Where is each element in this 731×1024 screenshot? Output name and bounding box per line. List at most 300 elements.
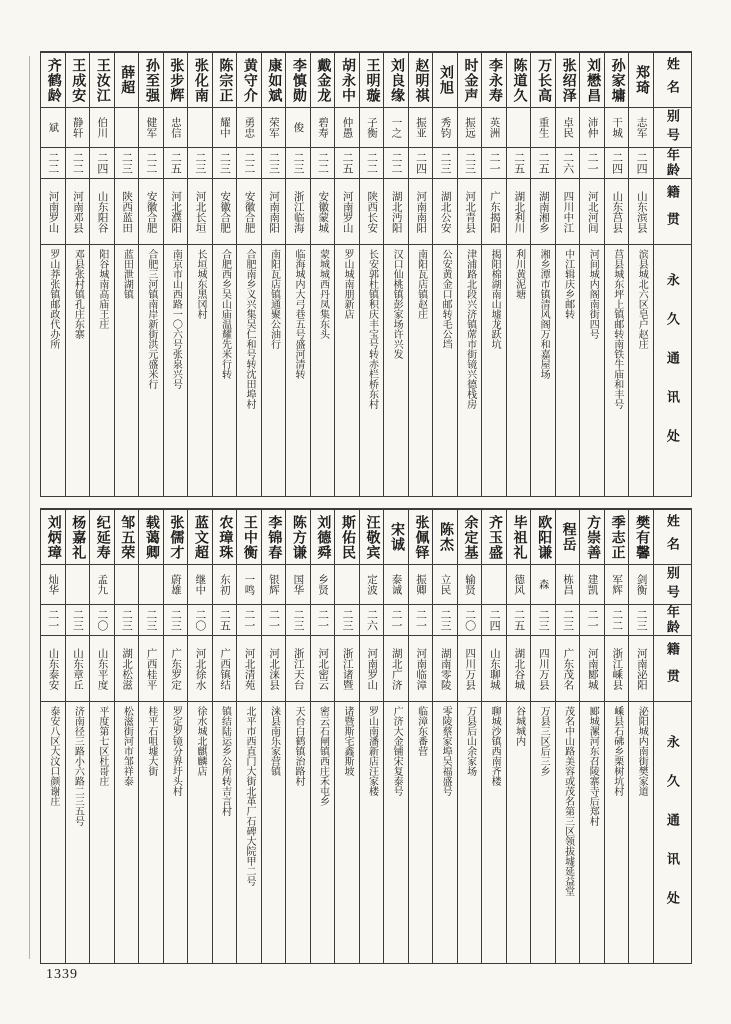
- address-cell: [482, 701, 506, 963]
- address-cell: [654, 701, 691, 963]
- address-text: 公安黄金口邮转毛公垱: [440, 249, 452, 349]
- name-text: 张佩铎: [413, 514, 429, 560]
- address-cell: [286, 244, 310, 496]
- alias-text: 东初: [218, 574, 230, 595]
- alias-text: 沛仲: [586, 117, 598, 138]
- age-cell: [605, 604, 629, 635]
- native-cell: [237, 635, 261, 701]
- native-cell: [164, 635, 188, 701]
- age-cell: [531, 147, 555, 178]
- name-cell: [311, 53, 335, 107]
- native-cell: [115, 635, 139, 701]
- age-cell: [360, 147, 384, 178]
- address-text: 济南径三路小六路二三五号: [72, 706, 84, 826]
- age-cell: [115, 604, 139, 635]
- address-cell: [482, 244, 506, 496]
- person-column: [261, 53, 286, 496]
- native-text: 安徽合肥: [219, 190, 231, 233]
- alias-text: 别号: [664, 108, 680, 147]
- age-text: 二三: [561, 609, 574, 631]
- alias-text: 栋昌: [562, 574, 574, 595]
- name-text: 李慎勋: [290, 57, 306, 103]
- name-text: 薛超: [119, 65, 135, 95]
- name-cell: [262, 53, 286, 107]
- address-cell: [458, 244, 482, 496]
- age-text: 二三: [537, 609, 550, 631]
- address-cell: [507, 701, 531, 963]
- native-text: 籍贯: [664, 641, 680, 696]
- name-cell: [482, 510, 506, 564]
- age-text: 二三: [120, 609, 133, 631]
- age-cell: [654, 147, 691, 178]
- native-text: 河北河间: [586, 190, 598, 233]
- native-cell: [409, 635, 433, 701]
- alias-text: 勇忠: [243, 117, 255, 138]
- address-cell: [115, 701, 139, 963]
- address-text: 密云石闸镇西庄禾屯乡: [317, 706, 329, 806]
- native-cell: [507, 178, 531, 244]
- age-text: 二三: [463, 152, 476, 174]
- alias-cell: [66, 564, 90, 604]
- age-text: 二五: [512, 152, 525, 174]
- age-cell: [262, 147, 286, 178]
- name-text: 胡永中: [339, 57, 355, 103]
- native-cell: [531, 635, 555, 701]
- age-cell: [482, 604, 506, 635]
- name-cell: [360, 53, 384, 107]
- name-cell: [41, 53, 65, 107]
- native-text: 浙江嵊县: [611, 647, 623, 690]
- address-text: 聊城沙镇西南齐楼: [489, 706, 501, 786]
- alias-cell: [139, 564, 163, 604]
- age-text: 二六: [561, 152, 574, 174]
- name-cell: [262, 510, 286, 564]
- name-text: 王明璇: [364, 57, 380, 103]
- native-cell: [507, 635, 531, 701]
- name-cell: [66, 53, 90, 107]
- name-cell: [188, 53, 212, 107]
- name-cell: [409, 510, 433, 564]
- age-cell: [335, 147, 359, 178]
- native-cell: [139, 178, 163, 244]
- address-text: 北平市西直门大街北革厂石碑大院甲二号: [243, 706, 255, 886]
- age-cell: [409, 604, 433, 635]
- native-cell: [605, 635, 629, 701]
- name-cell: [66, 510, 90, 564]
- address-cell: [507, 244, 531, 496]
- alias-cell: [164, 564, 188, 604]
- alias-cell: [41, 107, 65, 147]
- name-cell: [286, 510, 310, 564]
- native-cell: [409, 178, 433, 244]
- address-text: 利川黄泥塘: [513, 249, 525, 299]
- age-cell: [41, 604, 65, 635]
- alias-cell: [66, 107, 90, 147]
- person-column: [408, 53, 433, 496]
- name-cell: [286, 53, 310, 107]
- native-text: 安徽蒙城: [317, 190, 329, 233]
- person-column: [285, 53, 310, 496]
- age-cell: [335, 604, 359, 635]
- native-cell: [286, 635, 310, 701]
- native-text: 河北长垣: [194, 190, 206, 233]
- name-text: 刘良缘: [388, 57, 404, 103]
- age-cell: [507, 604, 531, 635]
- alias-cell: [654, 564, 691, 604]
- native-cell: [629, 178, 653, 244]
- person-column: [310, 510, 335, 963]
- address-cell: [262, 701, 286, 963]
- address-text: 桂平石咀墟大街: [145, 706, 157, 776]
- age-cell: [262, 604, 286, 635]
- age-text: 二五: [169, 152, 182, 174]
- native-text: 广东罗定: [170, 647, 182, 690]
- native-cell: [90, 635, 114, 701]
- address-cell: [139, 244, 163, 496]
- native-text: 河北濮阳: [170, 190, 182, 233]
- name-cell: [41, 510, 65, 564]
- age-text: 二一: [316, 609, 329, 631]
- alias-text: 干城: [611, 117, 623, 138]
- page-number: 1339: [46, 967, 78, 982]
- name-text: 姓名: [664, 514, 680, 560]
- age-text: 二一: [46, 609, 59, 631]
- alias-text: 静轩: [71, 117, 83, 138]
- address-cell: [188, 701, 212, 963]
- native-text: 河南临漳: [415, 647, 427, 690]
- alias-text: 振远: [464, 117, 476, 138]
- age-text: 二三: [120, 152, 133, 174]
- person-column: [236, 53, 261, 496]
- alias-text: 健军: [145, 117, 157, 138]
- name-cell: [188, 510, 212, 564]
- name-cell: [629, 510, 653, 564]
- native-text: 山东莒县: [611, 190, 623, 233]
- alias-cell: [360, 564, 384, 604]
- alias-cell: [629, 564, 653, 604]
- name-text: 陈道久: [511, 57, 527, 103]
- address-text: 临漳东番营: [415, 706, 427, 756]
- name-text: 杨嘉礼: [70, 514, 86, 560]
- alias-cell: [262, 564, 286, 604]
- alias-text: 子衡: [365, 117, 377, 138]
- address-cell: [605, 244, 629, 496]
- native-text: 陕西长安: [366, 190, 378, 233]
- address-cell: [213, 701, 237, 963]
- person-column: [383, 510, 408, 963]
- alias-text: 重生: [537, 117, 549, 138]
- name-cell: [115, 510, 139, 564]
- native-cell: [384, 635, 408, 701]
- name-text: 农璋珠: [217, 514, 233, 560]
- age-text: 二〇: [463, 609, 476, 631]
- person-column: [432, 53, 457, 496]
- name-text: 樊有馨: [634, 514, 650, 560]
- person-column: [530, 510, 555, 963]
- person-column: [212, 510, 237, 963]
- age-text: 二〇: [193, 609, 206, 631]
- age-text: 二四: [635, 152, 648, 174]
- age-cell: [286, 147, 310, 178]
- age-text: 二三: [291, 152, 304, 174]
- person-column: [285, 510, 310, 963]
- address-cell: [311, 244, 335, 496]
- name-text: 姓名: [664, 57, 680, 103]
- person-column: [138, 510, 163, 963]
- alias-cell: [629, 107, 653, 147]
- name-cell: [507, 53, 531, 107]
- alias-cell: [335, 107, 359, 147]
- name-cell: [164, 510, 188, 564]
- alias-cell: [286, 564, 310, 604]
- age-text: 年龄: [664, 605, 680, 635]
- name-cell: [531, 510, 555, 564]
- alias-cell: [213, 107, 237, 147]
- age-cell: [213, 604, 237, 635]
- native-text: 河南罗山: [341, 190, 353, 233]
- name-text: 王汝江: [94, 57, 110, 103]
- age-cell: [556, 604, 580, 635]
- native-text: 河南罗山: [47, 190, 59, 233]
- alias-cell: [433, 107, 457, 147]
- alias-text: 卓民: [562, 117, 574, 138]
- age-cell: [164, 604, 188, 635]
- age-text: 二三: [218, 152, 231, 174]
- name-text: 余定基: [462, 514, 478, 560]
- age-cell: [654, 604, 691, 635]
- age-cell: [580, 147, 604, 178]
- alias-cell: [556, 564, 580, 604]
- age-cell: [384, 147, 408, 178]
- address-text: 万县后山余家场: [464, 706, 476, 776]
- address-text: 蒙城城西丹凤集东头: [317, 249, 329, 339]
- alias-cell: [531, 564, 555, 604]
- native-text: 湖北广济: [390, 647, 402, 690]
- native-cell: [335, 178, 359, 244]
- age-cell: [433, 604, 457, 635]
- person-column: [114, 53, 139, 496]
- address-text: 蓝田泄湖镇: [121, 249, 133, 299]
- address-text: 天台白鹤镇治路村: [293, 706, 304, 786]
- native-cell: [433, 635, 457, 701]
- person-column: [481, 53, 506, 496]
- person-column: [506, 510, 531, 963]
- native-cell: [360, 635, 384, 701]
- age-text: 二二: [46, 152, 59, 174]
- native-cell: [311, 178, 335, 244]
- person-column: [604, 53, 629, 496]
- name-text: 李锦春: [266, 514, 282, 560]
- name-cell: [213, 510, 237, 564]
- native-text: 四川中江: [562, 190, 574, 233]
- age-text: 二六: [365, 609, 378, 631]
- name-text: 季志正: [609, 514, 625, 560]
- native-text: 山东章丘: [72, 647, 84, 690]
- age-text: 二二: [610, 609, 623, 631]
- alias-text: 国华: [292, 574, 304, 595]
- name-text: 郑琦: [634, 65, 650, 95]
- native-text: 湖北利川: [513, 190, 525, 233]
- alias-text: 定波: [365, 574, 377, 595]
- alias-text: 忠信: [169, 117, 181, 138]
- address-cell: [262, 244, 286, 496]
- person-column: [628, 510, 653, 963]
- age-text: 二三: [144, 609, 157, 631]
- person-column: [163, 53, 188, 496]
- age-text: 二三: [340, 609, 353, 631]
- age-cell: [482, 147, 506, 178]
- address-cell: [654, 244, 691, 496]
- person-column: [187, 53, 212, 496]
- alias-text: 振亚: [415, 117, 426, 138]
- address-text: 徐水城北麒麟店: [194, 706, 206, 776]
- native-text: 河南南阳: [415, 190, 427, 233]
- name-cell: [237, 53, 261, 107]
- name-cell: [433, 53, 457, 107]
- header-column: [653, 53, 691, 496]
- age-cell: [237, 147, 261, 178]
- native-cell: [41, 635, 65, 701]
- name-cell: [433, 510, 457, 564]
- alias-text: 一鸣: [243, 574, 255, 595]
- alias-text: 泰诚: [390, 574, 402, 595]
- native-cell: [360, 178, 384, 244]
- alias-cell: [237, 107, 261, 147]
- native-text: 安徽合肥: [145, 190, 157, 233]
- alias-cell: [90, 107, 114, 147]
- alias-text: 荣军: [267, 117, 279, 138]
- address-text: 镇结陆运乡公所转吉言村: [219, 706, 231, 816]
- native-cell: [384, 178, 408, 244]
- age-cell: [188, 604, 212, 635]
- name-cell: [213, 53, 237, 107]
- alias-cell: [433, 564, 457, 604]
- alias-cell: [384, 107, 408, 147]
- age-cell: [66, 147, 90, 178]
- name-text: 刘旭: [438, 65, 453, 95]
- address-cell: [531, 701, 555, 963]
- alias-text: 森: [537, 579, 549, 590]
- address-text: 郾城漯河东召陵寨寺后郑村: [587, 706, 599, 826]
- address-cell: [556, 244, 580, 496]
- alias-cell: [90, 564, 114, 604]
- person-column: [334, 53, 359, 496]
- name-cell: [580, 510, 604, 564]
- age-text: 二四: [95, 152, 108, 174]
- address-text: 中江辑庆乡邮转: [562, 249, 574, 319]
- native-cell: [90, 178, 114, 244]
- age-cell: [115, 147, 139, 178]
- person-column: [89, 510, 114, 963]
- address-cell: [384, 244, 408, 496]
- address-text: 松滋街河市邹祥泰: [121, 706, 133, 786]
- address-cell: [433, 244, 457, 496]
- address-text: 广济大金铺宋复泰号: [391, 706, 403, 796]
- address-text: 罗山城南朋新店: [342, 249, 354, 319]
- native-text: 河南罗山: [366, 647, 378, 690]
- alias-text: 继中: [194, 574, 206, 595]
- name-text: 邹五荣: [119, 514, 135, 560]
- person-column: [457, 510, 482, 963]
- age-text: 二二: [242, 152, 255, 174]
- alias-cell: [115, 564, 139, 604]
- age-cell: [311, 147, 335, 178]
- address-cell: [41, 244, 65, 496]
- header-column: [653, 510, 691, 963]
- address-cell: [580, 701, 604, 963]
- person-column: [555, 510, 580, 963]
- age-cell: [580, 604, 604, 635]
- native-text: 湖北沔阳: [390, 190, 402, 233]
- alias-cell: [605, 107, 629, 147]
- native-cell: [433, 178, 457, 244]
- address-text: 长垣城东黑冈村: [194, 249, 206, 319]
- native-cell: [580, 178, 604, 244]
- name-text: 陈方谦: [290, 514, 306, 560]
- name-text: 张化南: [192, 57, 208, 103]
- name-cell: [605, 510, 629, 564]
- age-cell: [629, 147, 653, 178]
- name-text: 方崇善: [585, 514, 601, 560]
- age-cell: [360, 604, 384, 635]
- alias-cell: [188, 107, 212, 147]
- age-text: 二四: [414, 152, 427, 174]
- name-text: 陈杰: [438, 522, 453, 552]
- address-cell: [335, 244, 359, 496]
- age-text: 二一: [267, 609, 280, 631]
- alias-text: 德风: [513, 574, 525, 595]
- age-text: 二三: [291, 609, 304, 631]
- person-column: [310, 53, 335, 496]
- address-text: 合肥三河镇南岸新街洪元盛米行: [145, 249, 157, 389]
- native-cell: [335, 635, 359, 701]
- address-cell: [360, 701, 384, 963]
- alias-cell: [458, 564, 482, 604]
- age-text: 二一: [390, 609, 403, 631]
- name-text: 万长高: [536, 57, 552, 103]
- age-cell: [139, 604, 163, 635]
- address-text: 茂名中山路美容或茂名第三区领拔墟延益堂: [562, 706, 574, 896]
- address-text: 涞县南乐家营镇: [268, 706, 280, 776]
- native-text: 河北涞县: [268, 647, 280, 690]
- name-cell: [580, 53, 604, 107]
- address-cell: [556, 701, 580, 963]
- alias-cell: [507, 564, 531, 604]
- address-text: 湘乡潭市镇清风阁万和嘉屋场: [538, 249, 550, 379]
- address-text: 南阳瓦店镇通聚公油行: [268, 249, 280, 349]
- address-cell: [605, 701, 629, 963]
- age-cell: [507, 147, 531, 178]
- name-cell: [507, 510, 531, 564]
- address-cell: [66, 701, 90, 963]
- native-cell: [66, 178, 90, 244]
- address-cell: [66, 244, 90, 496]
- native-cell: [556, 635, 580, 701]
- address-cell: [629, 701, 653, 963]
- name-cell: [384, 510, 408, 564]
- page-margin-line: [29, 56, 30, 959]
- native-text: 四川万县: [537, 647, 549, 690]
- person-column: [530, 53, 555, 496]
- native-text: 广西桂平: [145, 647, 157, 690]
- alias-text: 乡贤: [316, 574, 328, 595]
- alias-cell: [580, 107, 604, 147]
- address-cell: [90, 244, 114, 496]
- name-cell: [531, 53, 555, 107]
- address-text: 揭阳棉湖南山墟龙跃坑: [489, 249, 501, 349]
- name-text: 刘德舜: [315, 514, 331, 560]
- age-cell: [41, 147, 65, 178]
